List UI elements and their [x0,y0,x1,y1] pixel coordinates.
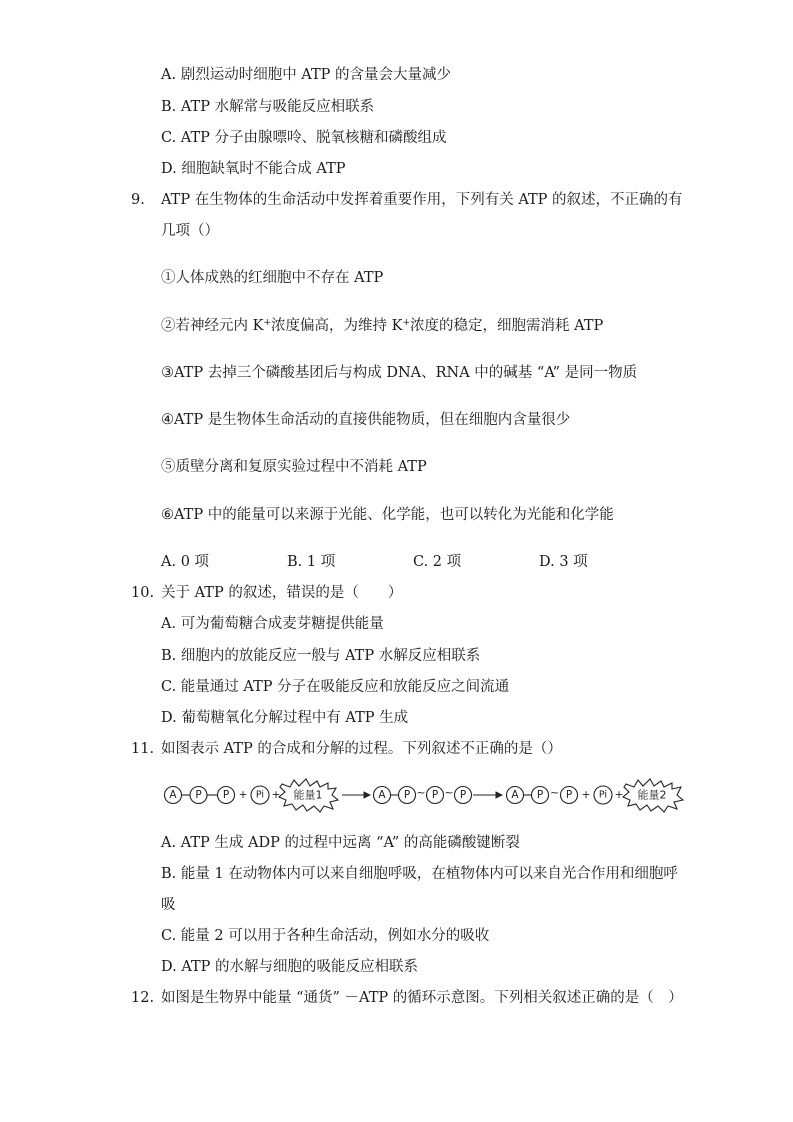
q9-choice-a: A. 0 项 [161,554,210,570]
q10-option-a: A. 可为葡萄糖合成麦芽糖提供能量 [161,616,384,632]
q9-choice-b: B. 1 项 [287,554,336,570]
q8-option-c: C. ATP 分子由腺嘌呤、脱氧核糖和磷酸组成 [161,130,447,146]
q9-superscript-plus: + [263,318,271,328]
q9-statement-2-part-a: ②若神经元内 K [161,318,264,334]
diagram-label-pi: Pi [255,789,265,801]
diagram-tilde: ~ [444,787,454,799]
q11-option-c: C. 能量 2 可以用于各种生命活动，例如水分的吸收 [161,928,490,944]
q12-stem: 如图是生物界中能量 “通货” －ATP 的循环示意图。下列相关叙述正确的是（ ） [161,990,683,1006]
diagram-label-p: P [222,789,230,801]
q9-stem-line2: 几项（） [161,223,219,239]
diagram-tilde: ~ [550,787,559,799]
q9-choices [161,552,611,572]
diagram-plus: + [271,789,281,801]
diagram-label-p: P [431,789,439,801]
atp-cycle-diagram [160,775,700,815]
q10-number: 10. [131,585,155,601]
q8-option-d: D. 细胞缺氧时不能合成 ATP [161,161,346,177]
q10-stem: 关于 ATP 的叙述，错误的是（ ） [161,585,403,601]
diagram-energy1-label: 能量1 [293,788,323,802]
q9-choice-d: D. 3 项 [539,554,588,570]
q9-statement-1: ①人体成熟的红细胞中不存在 ATP [161,270,384,286]
q9-statement-6: ⑥ATP 中的能量可以来源于光能、化学能，也可以转化为光能和化学能 [161,507,614,523]
q11-option-b-line2: 吸 [161,897,176,913]
q11-number: 11. [131,741,155,757]
q12-number: 12. [131,990,155,1006]
q10-option-d: D. 葡萄糖氧化分解过程中有 ATP 生成 [161,710,409,726]
diagram-label-p: P [403,789,411,801]
diagram-label-p: P [565,789,573,801]
q9-statement-4: ④ATP 是生物体生命活动的直接供能物质，但在细胞内含量很少 [161,412,571,428]
diagram-label-p: P [195,789,202,801]
q9-statement-5: ⑤质壁分离和复原实验过程中不消耗 ATP [161,459,427,475]
diagram-label-p: P [459,789,467,801]
q9-statement-2-part-c: 浓度的稳定，细胞需消耗 ATP [410,318,604,334]
q11-stem: 如图表示 ATP 的合成和分解的过程。下列叙述不正确的是（） [161,741,562,757]
q8-option-b: B. ATP 水解常与吸能反应相联系 [161,99,375,115]
diagram-label-pi: Pi [598,789,608,801]
diagram-label-p: P [536,789,544,801]
diagram-label-a: A [169,789,177,801]
diagram-plus: + [581,789,591,801]
q9-superscript-plus: + [402,318,410,328]
diagram-label-a: A [511,789,519,801]
q11-option-b-line1: B. 能量 1 在动物体内可以来自细胞呼吸，在植物体内可以来自光合作用和细胞呼 [161,866,678,882]
q8-option-a: A. 剧烈运动时细胞中 ATP 的含量会大量减少 [161,67,452,83]
diagram-plus: + [238,789,248,801]
q9-stem-line1: ATP 在生物体的生命活动中发挥着重要作用，下列有关 ATP 的叙述，不正确的有 [161,192,683,208]
diagram-tilde: ~ [416,787,426,799]
q11-option-d: D. ATP 的水解与细胞的吸能反应相联系 [161,959,419,975]
diagram-plus: + [614,789,624,801]
q10-option-c: C. 能量通过 ATP 分子在吸能反应和放能反应之间流通 [161,679,510,695]
q9-statement-2 [161,316,603,336]
q9-statement-2-part-b: 浓度偏高，为维持 K [271,318,403,334]
q9-number: 9. [131,192,145,208]
q9-choice-c: C. 2 项 [413,554,462,570]
q11-option-a: A. ATP 生成 ADP 的过程中远离 “A” 的高能磷酸键断裂 [161,835,520,851]
q9-statement-3: ③ATP 去掉三个磷酸基团后与构成 DNA、RNA 中的碱基 “A” 是同一物质 [161,365,638,381]
diagram-energy2-label: 能量2 [637,788,667,802]
diagram-label-a: A [378,789,386,801]
q10-option-b: B. 细胞内的放能反应一般与 ATP 水解反应相联系 [161,648,481,664]
